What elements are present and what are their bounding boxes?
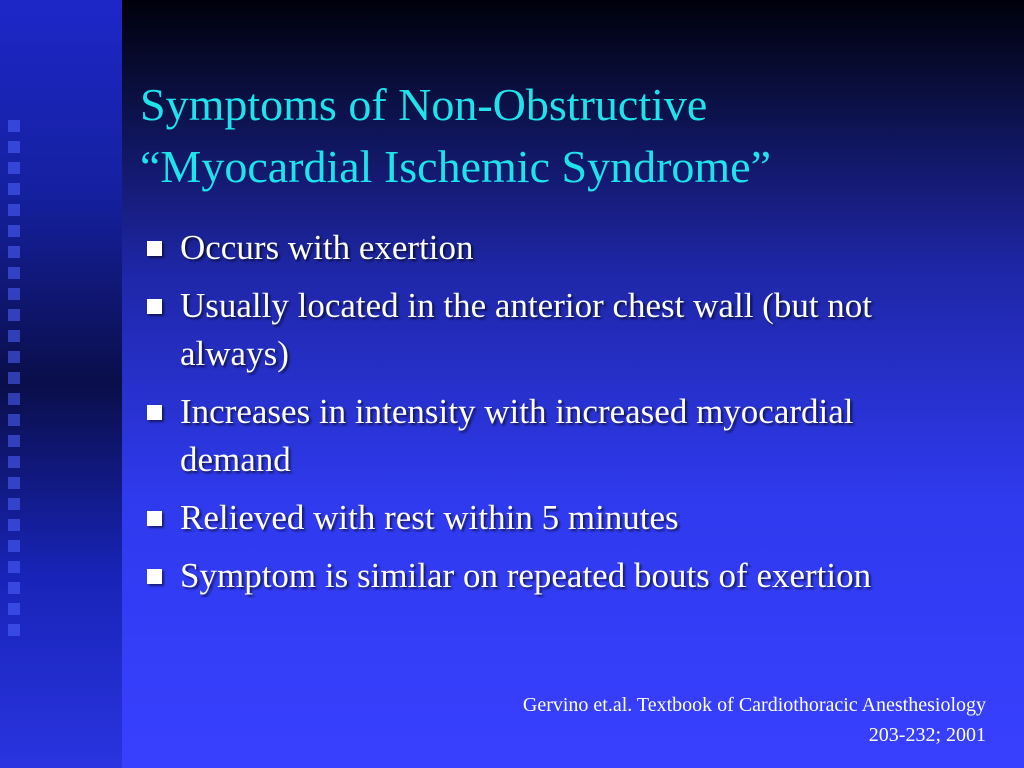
bullet-text: Symptom is similar on repeated bouts of exertion <box>180 556 872 595</box>
square-bullet-icon <box>147 511 162 526</box>
left-decorative-strip <box>0 0 122 768</box>
citation-line-1: Gervino et.al. Textbook of Cardiothoracic Anesthesiology <box>522 694 986 716</box>
citation <box>523 690 986 750</box>
bullet-text: Usually located in the anterior chest wall (but not always) <box>180 286 873 373</box>
bullet-item <box>145 494 965 542</box>
bullet-list <box>145 224 965 610</box>
decorative-squares <box>8 120 28 636</box>
bullet-text: Increases in intensity with increased myocardial demand <box>180 392 854 479</box>
square-bullet-icon <box>147 299 162 314</box>
bullet-item <box>145 282 965 378</box>
slide-title <box>140 74 1000 198</box>
square-bullet-icon <box>147 405 162 420</box>
title-line-2: “Myocardial Ischemic Syndrome” <box>140 141 771 192</box>
title-line-1: Symptoms of Non-Obstructive <box>140 79 708 130</box>
citation-line-2: 203-232; 2001 <box>868 724 986 746</box>
bullet-text: Relieved with rest within 5 minutes <box>180 498 679 537</box>
bullet-item <box>145 224 965 272</box>
bullet-item <box>145 552 965 600</box>
square-bullet-icon <box>147 241 162 256</box>
bullet-text: Occurs with exertion <box>180 228 474 267</box>
bullet-item <box>145 388 965 484</box>
square-bullet-icon <box>147 569 162 584</box>
